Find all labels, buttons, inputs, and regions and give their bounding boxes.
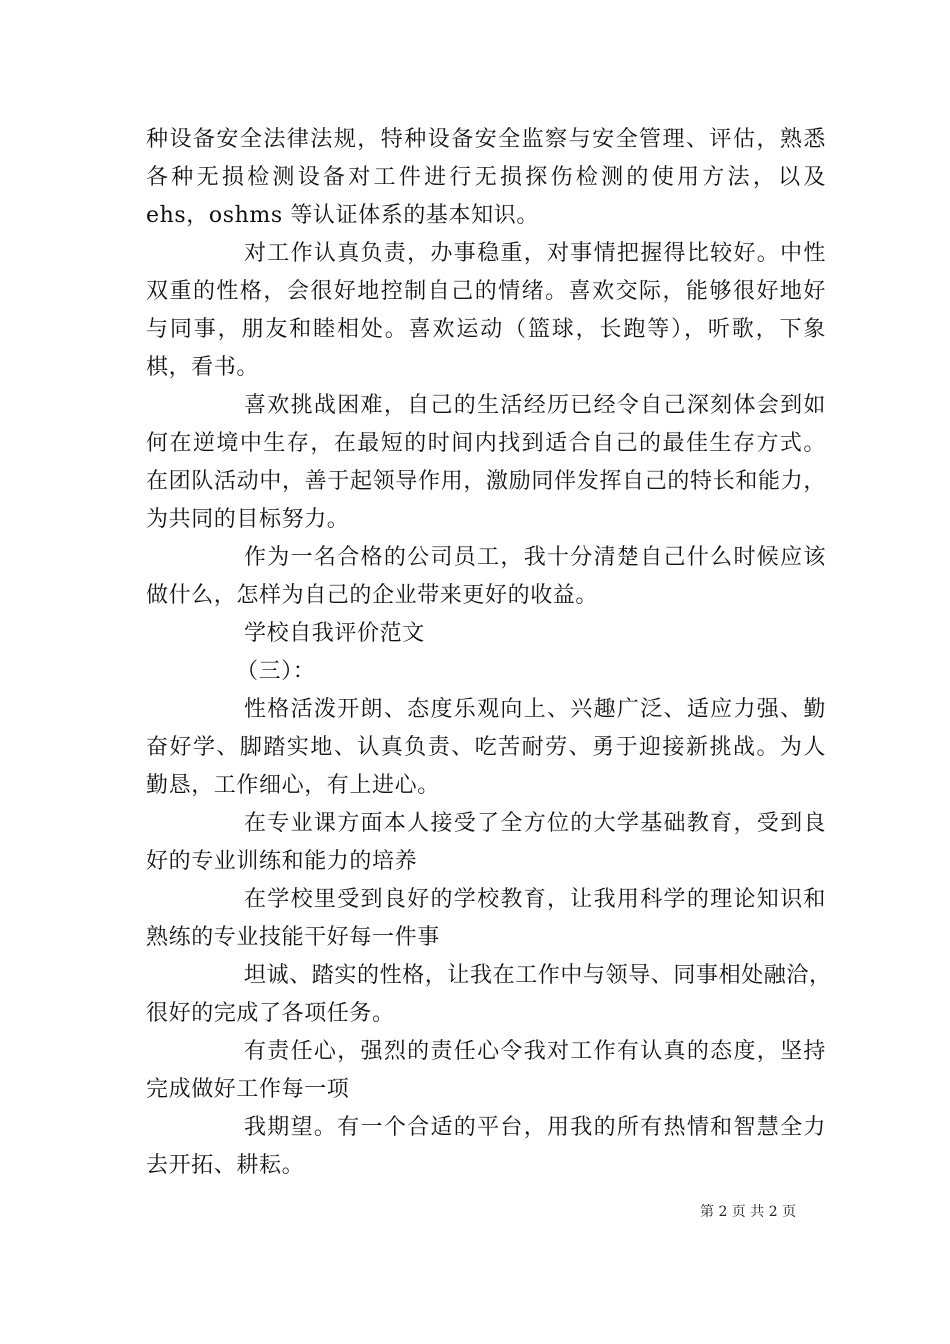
- text-line: 好的专业训练和能力的培养: [146, 849, 418, 874]
- paragraph-first-line: 在学校里受到良好的学校教育，让我用科学的理论知识和: [244, 887, 826, 912]
- page-number: 第 2 页 共 2 页: [700, 1204, 797, 1220]
- text-line: 与同事，朋友和睦相处。喜欢运动（篮球，长跑等），听歌，下象: [146, 317, 826, 342]
- paragraph-first-line: 有责任心，强烈的责任心令我对工作有认真的态度，坚持: [244, 1039, 826, 1064]
- text-line: 完成做好工作每一项: [146, 1077, 350, 1102]
- text-line: 奋好学、脚踏实地、认真负责、吃苦耐劳、勇于迎接新挑战。为人: [146, 735, 826, 760]
- text-line: 各种无损检测设备对工件进行无损探伤检测的使用方法，以及: [146, 165, 826, 190]
- text-line: 为共同的目标努力。: [146, 507, 350, 532]
- text-line: 双重的性格，会很好地控制自己的情绪。喜欢交际，能够很好地好: [146, 279, 826, 304]
- paragraph-first-line: 喜欢挑战困难，自己的生活经历已经令自己深刻体会到如: [244, 393, 826, 418]
- text-line: 熟练的专业技能干好每一件事: [146, 925, 440, 950]
- paragraph-first-line: 在专业课方面本人接受了全方位的大学基础教育，受到良: [244, 811, 826, 836]
- paragraph-first-line: 坦诚、踏实的性格，让我在工作中与领导、同事相处融洽，: [244, 963, 832, 988]
- paragraph-first-line: 作为一名合格的公司员工，我十分清楚自己什么时候应该: [244, 545, 826, 570]
- paragraph-first-line: 性格活泼开朗、态度乐观向上、兴趣广泛、适应力强、勤: [244, 697, 826, 722]
- text-line: 在团队活动中，善于起领导作用，激励同伴发挥自己的特长和能力，: [146, 469, 826, 494]
- paragraph-first-line: 我期望。有一个合适的平台，用我的所有热情和智慧全力: [244, 1115, 826, 1140]
- text-line: 种设备安全法律法规，特种设备安全监察与安全管理、评估，熟悉: [146, 127, 826, 152]
- text-line: ehs，oshms 等认证体系的基本知识。: [146, 203, 539, 228]
- text-line: 棋，看书。: [146, 355, 260, 380]
- paragraph-first-line: 对工作认真负责，办事稳重，对事情把握得比较好。中性: [244, 241, 826, 266]
- text-line: 勤恳，工作细心，有上进心。: [146, 773, 440, 798]
- text-line: 做什么，怎样为自己的企业带来更好的收益。: [146, 583, 599, 608]
- text-line: 去开拓、耕耘。: [146, 1153, 305, 1178]
- text-line: 很好的完成了各项任务。: [146, 1001, 395, 1026]
- section-heading: 学校自我评价范文: [244, 621, 425, 646]
- text-line: 何在逆境中生存，在最短的时间内找到适合自己的最佳生存方式。: [146, 431, 826, 456]
- section-subheading: （三）：: [236, 659, 316, 684]
